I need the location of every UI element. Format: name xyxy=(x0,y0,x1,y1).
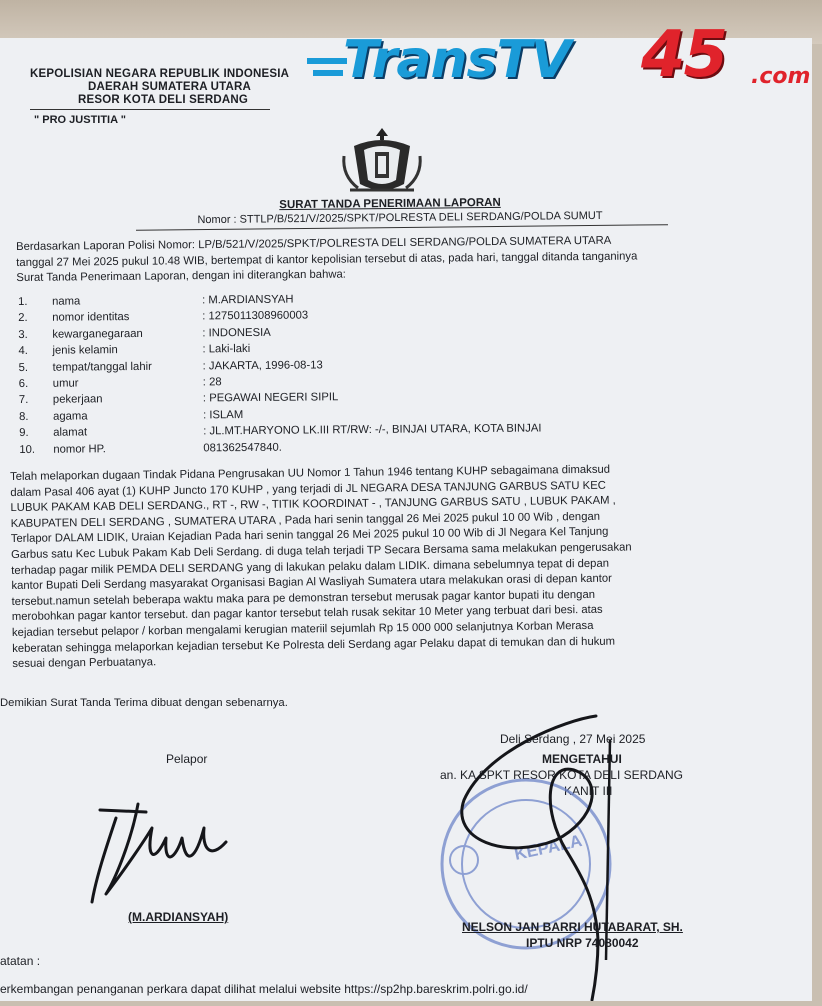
official-name: NELSON JAN BARRI HUTABARAT, SH. xyxy=(462,920,683,934)
kanit-label: KANIT III xyxy=(564,784,613,798)
police-emblem-icon xyxy=(340,126,424,198)
pelapor-signature xyxy=(86,798,236,906)
body-line: LUBUK PAKAM KAB DELI SERDANG., RT -, RW -, TITIK KOORDINAT - , TANJUNG GARBUS SATU , LUBUK PAKAM , xyxy=(10,494,616,515)
body-line: merobohkan pagar kantor tersebut. dan pagar kantor tersebut telah rusak sekitar 10 Meter yang terbuat dari besi. atas xyxy=(11,604,603,624)
identity-list xyxy=(18,291,542,459)
identity-number: 6. xyxy=(18,377,29,390)
pelapor-label: Pelapor xyxy=(166,752,208,766)
report-body xyxy=(10,460,812,672)
body-line: dalam Pasal 406 ayat (1) KUHP Juncto 170 KUHP , yang terjadi di JL NEGARA DESA TANJUNG GARBUS SATU KEC xyxy=(10,479,606,499)
closing-statement: Demikian Surat Tanda Terima dibuat dengan sebenarnya. xyxy=(0,697,288,709)
official-nrp: IPTU NRP 74080042 xyxy=(526,936,639,950)
identity-number: 4. xyxy=(18,345,28,358)
identity-number: 3. xyxy=(18,328,28,341)
header-line-2: DAERAH SUMATERA UTARA xyxy=(88,81,252,93)
identity-label: nama xyxy=(51,295,81,308)
body-line: Garbus satu Kec Lubuk Pakam Kab Deli Serdang. di duga telah terjadi TP Secara Bersama sama melakukan pengerusakan xyxy=(10,541,632,561)
watermark-logo xyxy=(303,18,815,104)
body-line: terhadap pagar milik PEMDA DELI SERDANG yang di lakukan pelaku dalam LIDIK. dimana sebelumnya tepat di depan xyxy=(11,557,610,577)
identity-number: 9. xyxy=(19,427,29,440)
header-line-3: RESOR KOTA DELI SERDANG xyxy=(78,94,249,106)
body-line: kantor Bupati Deli Serdang masyarakat Organisasi Bagian Al Wasliyah Sumatera utara melakukan orasi di depan kantor xyxy=(11,572,612,593)
identity-label: kewarganegaraan xyxy=(52,327,143,341)
body-line: KABUPATEN DELI SERDANG , SUMATERA UTARA , Pada hari senin tanggal 26 Mei 2025 pukul 10 00 Wib , dengan xyxy=(10,510,601,530)
body-line: keberatan sehingga melaporkan kejadian tersebut Ke Polresta deli Serdang agar Pelaku dapat di temukan dan di hukum xyxy=(12,635,616,655)
watermark-number: 45 xyxy=(641,18,727,92)
identity-value: : Laki-laki xyxy=(202,343,251,356)
intro-line: Berdasarkan Laporan Polisi Nomor: LP/B/521/V/2025/SPKT/POLRESTA DELI SERDANG/POLDA SUMATERA UTARA xyxy=(16,234,612,253)
document-title: SURAT TANDA PENERIMAAN LAPORAN xyxy=(279,196,501,212)
pelapor-name: (M.ARDIANSYAH) xyxy=(128,910,229,924)
identity-label: agama xyxy=(52,410,88,423)
header-rule xyxy=(30,109,270,110)
identity-number: 1. xyxy=(18,295,28,308)
identity-number: 10. xyxy=(19,443,36,456)
identity-value: : ISLAM xyxy=(202,408,244,422)
identity-label: umur xyxy=(52,377,79,390)
identity-label: jenis kelamin xyxy=(52,344,118,357)
body-line: tersebut.namun setelah beberapa waktu maka para pe demonstran tersebut merusak pagar kantor bupati itu dengan xyxy=(11,588,596,608)
body-line: Telah melaporkan dugaan Tindak Pidana Pengrusakan UU Nomor 1 Tahun 1946 tentang KUHP sebagaimana dimaksud xyxy=(10,463,611,483)
place-date: Deli Serdang , 27 Mei 2025 xyxy=(500,732,646,746)
identity-value: : JL.MT.HARYONO LK.III RT/RW: -/-, BINJAI UTARA, KOTA BINJAI xyxy=(203,422,542,438)
identity-value: : 28 xyxy=(202,376,222,389)
identity-value: : INDONESIA xyxy=(202,326,271,340)
identity-label: pekerjaan xyxy=(52,393,103,407)
identity-value: : PEGAWAI NEGERI SIPIL xyxy=(202,391,339,405)
document-number: Nomor : STTLP/B/521/V/2025/SPKT/POLRESTA DELI SERDANG/POLDA SUMUT xyxy=(197,209,603,227)
header-line-1: KEPOLISIAN NEGARA REPUBLIK INDONESIA xyxy=(30,68,290,80)
agency-header xyxy=(30,68,289,107)
intro-line: tanggal 27 Mei 2025 pukul 10.48 WIB, bertempat di kantor kepolisian tersebut di atas, pada hari, tanggal ditanda tanganinya xyxy=(16,250,638,269)
intro-line: Surat Tanda Penerimaan Laporan, dengan ini diterangkan bahwa: xyxy=(16,268,346,285)
official-signature xyxy=(446,710,646,1001)
identity-label: nomor HP. xyxy=(53,442,106,456)
body-line: kejadian tersebut pelapor / korban mengalami kerugian materiil sejumlah Rp 15 000 000 selanjutnya Korban Merasa xyxy=(11,619,594,639)
body-line: Terlapor DALAM LIDIK, Uraian Kejadian Pada hari senin tanggal 26 Mei 2025 pukul 10 00 Wib di Jl Negara Kel Tanjung xyxy=(10,526,609,546)
body-line: sesuai dengan Perbuatanya. xyxy=(12,656,157,671)
catatan-label: atatan : xyxy=(0,954,41,968)
identity-label: nomor identitas xyxy=(52,311,130,325)
identity-value: 081362547840. xyxy=(203,441,282,454)
identity-label: alamat xyxy=(53,426,88,439)
stamp-text: KEPALA xyxy=(512,831,584,864)
an-kaspkt: an. KA SPKT RESOR KOTA DELI SERDANG xyxy=(440,768,683,782)
watermark-domain: .com xyxy=(751,64,811,89)
identity-number: 5. xyxy=(18,361,29,374)
watermark-trans: TransTV xyxy=(343,30,571,90)
identity-value: : JAKARTA, 1996-08-13 xyxy=(202,358,323,372)
identity-number: 7. xyxy=(18,394,29,407)
identity-label: tempat/tanggal lahir xyxy=(52,360,152,374)
identity-number: 2. xyxy=(18,312,28,325)
intro-paragraph xyxy=(16,232,796,287)
identity-number: 8. xyxy=(19,410,29,423)
mengetahui-label: MENGETAHUI xyxy=(542,752,622,766)
pro-justitia: " PRO JUSTITIA " xyxy=(34,114,126,126)
website-note: erkembangan penanganan perkara dapat dilihat melalui website https://sp2hp.bareskrim.polri.go.id/ xyxy=(0,982,528,996)
identity-value: : M.ARDIANSYAH xyxy=(201,293,294,307)
identity-value: : 1275011308960003 xyxy=(202,309,309,323)
